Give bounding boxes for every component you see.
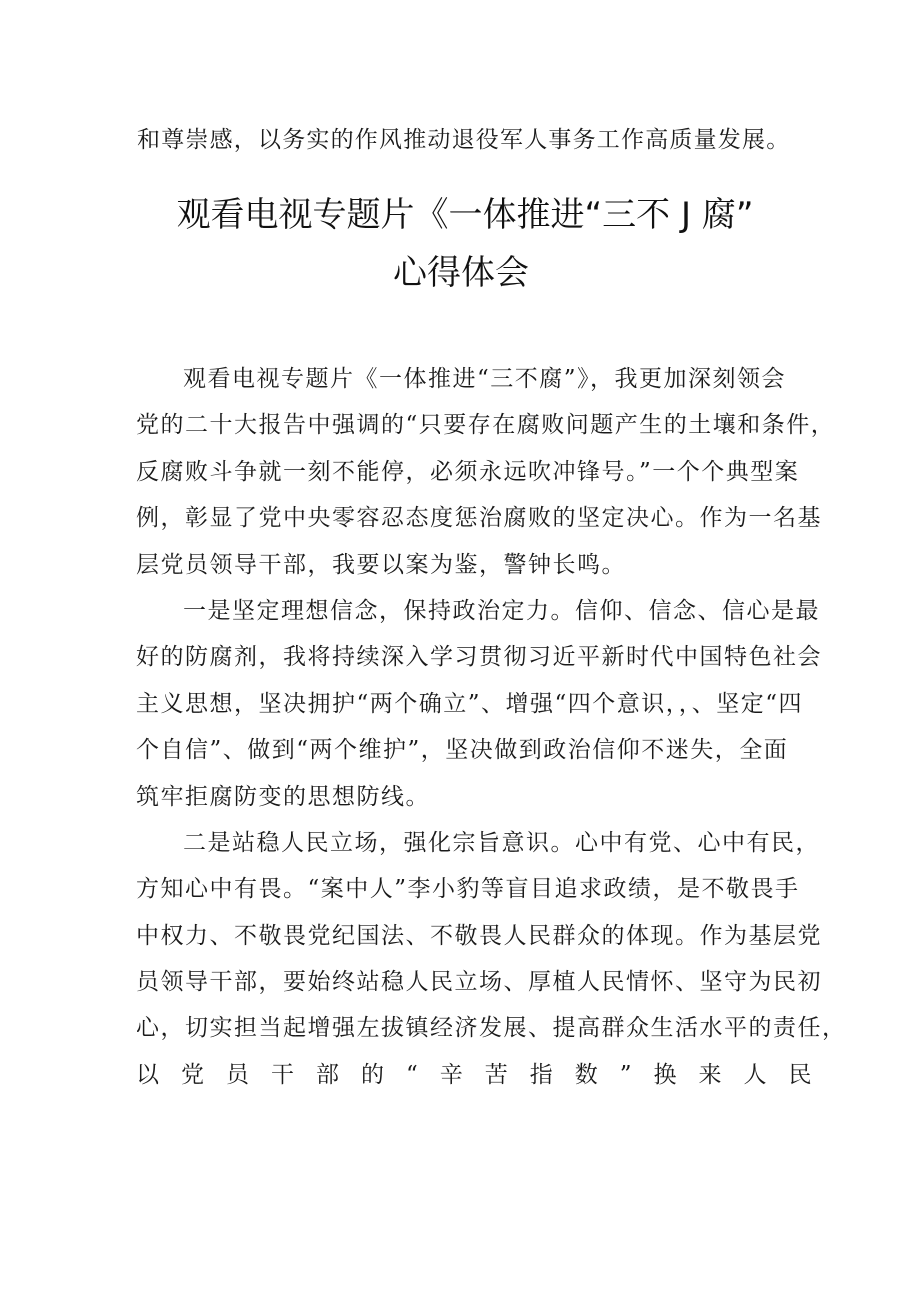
article-title — [0, 190, 920, 298]
text-line: 好的防腐剂，我将持续深入学习贯彻习近平新时代中国特色社会 — [136, 644, 822, 671]
text-line: 心，切实担当起增强左拔镇经济发展、提高群众生活水平的责任， — [136, 1015, 847, 1042]
text-line: 党的二十大报告中强调的“只要存在腐败问题产生的土壤和条件， — [136, 412, 836, 439]
text-line: 层党员领导干部，我要以案为鉴，警钟长鸣。 — [136, 551, 626, 578]
text-line: 一是坚定理想信念，保持政治定力。信仰、信念、信心是最 — [183, 597, 820, 624]
text-line: 中权力、不敬畏党纪国法、不敬畏人民群众的体现。作为基层党 — [136, 922, 822, 949]
text-line: 主义思想，坚决拥护“两个确立”、增强“四个意识，，、坚定“四 — [136, 690, 804, 717]
title-line-1: 观看电视专题片《一体推进“三不 J 腐” — [176, 195, 754, 235]
text-line: 二是站稳人民立场，强化宗旨意识。心中有党、心中有民， — [183, 829, 820, 856]
paragraph-3 — [136, 820, 847, 1098]
text-line: 观看电视专题片《一体推进“三不腐”》，我更加深刻领会 — [183, 366, 787, 392]
text-line: 个自信”、做到“两个维护”，坚决做到政治信仰不迷失，全面 — [136, 737, 789, 764]
article-body — [136, 356, 847, 1098]
text-line: 方知心中有畏。“案中人”李小豹等盲目追求政绩，是不敬畏手 — [136, 876, 800, 903]
title-line-2: 心得体会 — [393, 253, 529, 293]
paragraph-2 — [136, 588, 822, 820]
text-line: 员领导干部，要始终站稳人民立场、厚植人民情怀、坚守为民初 — [136, 969, 822, 996]
text-line: 例，彰显了党中央零容忍态度惩治腐败的坚定决心。作为一名基 — [136, 505, 822, 532]
text-line: 以党员干部的“辛苦指数”换来人民 — [136, 1061, 834, 1088]
paragraph-1 — [136, 356, 836, 588]
text-line: 反腐败斗争就一刻不能停，必须永远吹冲锋号。”一个个典型案 — [136, 458, 800, 485]
text-line: 筑牢拒腐防变的思想防线。 — [136, 783, 430, 810]
previous-paragraph-tail: 和尊崇感，以务实的作风推动退役军人事务工作高质量发展。 — [137, 127, 791, 153]
